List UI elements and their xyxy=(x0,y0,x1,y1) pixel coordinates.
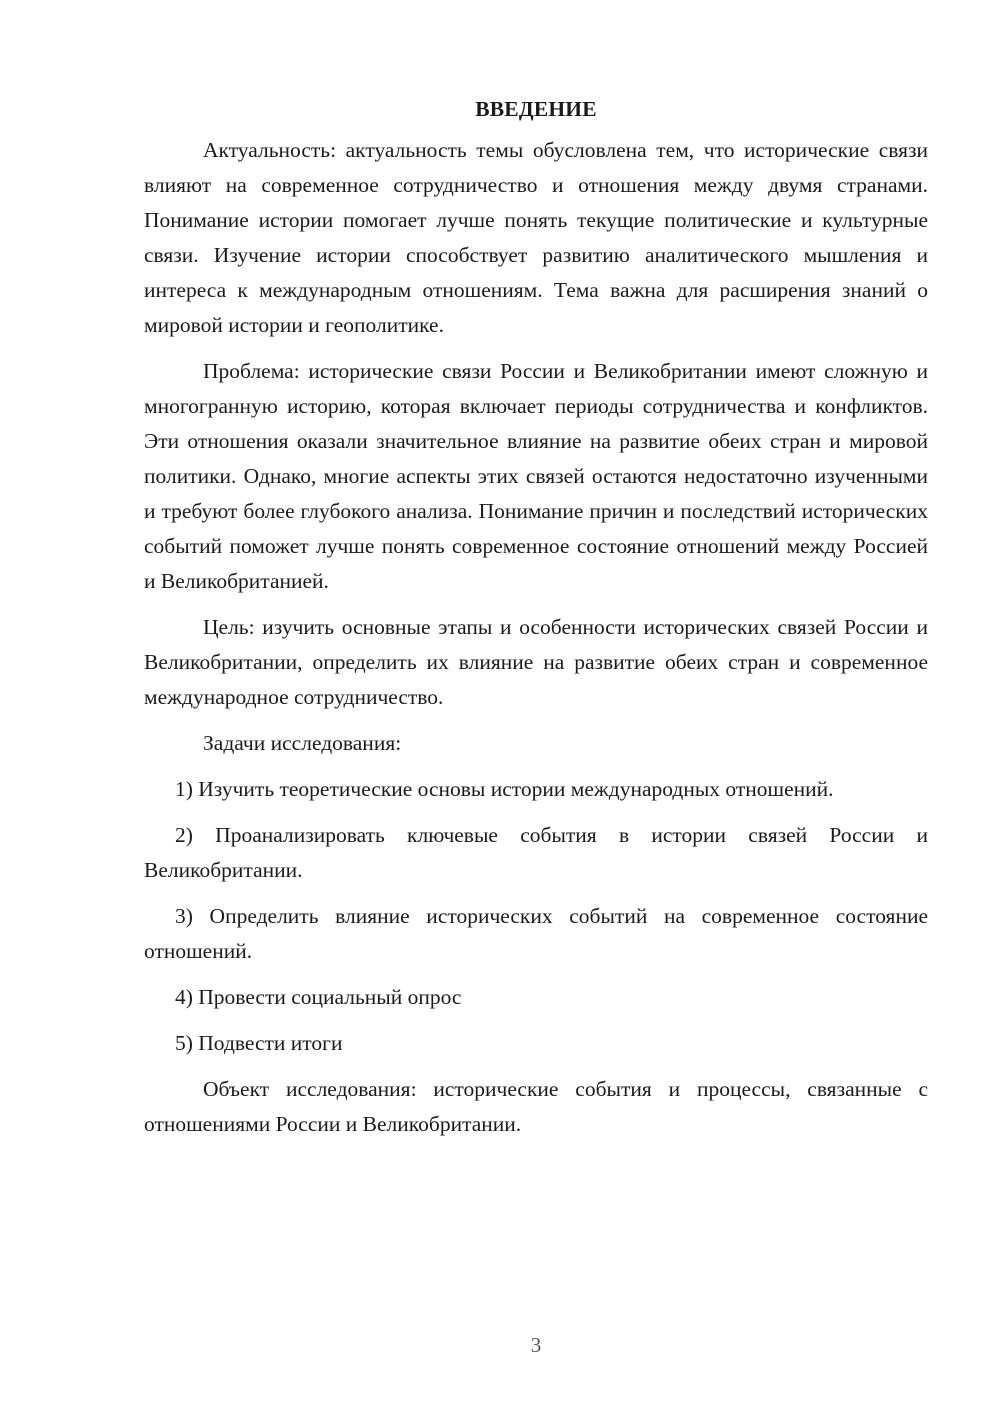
task-item-5: 5) Подвести итоги xyxy=(175,1031,343,1055)
page-number: 3 xyxy=(530,1333,542,1357)
tasks-heading: Задачи исследования: xyxy=(203,731,402,755)
problem-paragraph: Проблема: исторические связи России и Великобритании имеют сложную и многогранную историю, которая включает периоды сотрудничества и конфликтов. Эти отношения оказали значительное влияние на развитие обеих стран и мировой политики. Однако, многие аспекты этих связей остаются недостаточно изученными и требуют более глубокого анализа. Понимание причин и последствий исторических событий поможет лучше понять современное состояние отношений между Россией и Великобританией. xyxy=(144,359,928,593)
document-page xyxy=(144,92,928,1142)
relevance-paragraph: Актуальность: актуальность темы обусловлена тем, что исторические связи влияют на современное сотрудничество и отношения между двумя странами. Понимание истории помогает лучше понять текущие политические и культурные связи. Изучение истории способствует развитию аналитического мышления и интереса к международным отношениям. Тема важна для расширения знаний о мировой истории и геополитике. xyxy=(144,138,928,337)
task-item-3: 3) Определить влияние исторических событий на современное состояние отношений. xyxy=(144,904,928,963)
task-item-1: 1) Изучить теоретические основы истории международных отношений. xyxy=(175,777,834,801)
task-item-4: 4) Провести социальный опрос xyxy=(175,985,462,1009)
section-heading: ВВЕДЕНИЕ xyxy=(475,97,597,121)
task-item-2: 2) Проанализировать ключевые события в истории связей России и Великобритании. xyxy=(144,823,928,882)
goal-paragraph: Цель: изучить основные этапы и особенности исторических связей России и Великобритании, определить их влияние на развитие обеих стран и современное международное сотрудничество. xyxy=(144,615,928,709)
object-paragraph: Объект исследования: исторические события и процессы, связанные с отношениями России и Великобритании. xyxy=(144,1077,928,1136)
